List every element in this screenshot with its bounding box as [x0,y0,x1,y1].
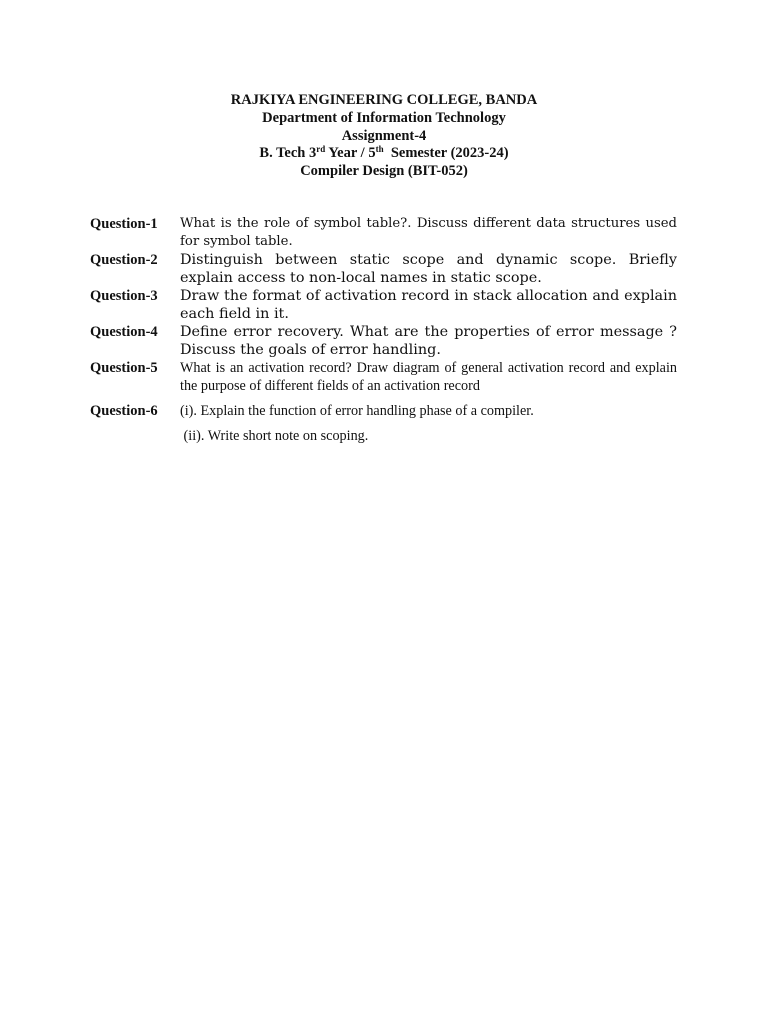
course-suffix: Semester (2023-24) [383,145,509,162]
department-name: Department of Information Technology [262,109,506,126]
course-mid: Year / 5 [325,145,376,162]
subject-name: Compiler Design (BIT-052) [300,163,468,180]
question-label: Question-4 [90,324,158,340]
year-ordinal-suffix: rd [316,144,326,155]
question-label: Question-1 [90,216,158,232]
question-text [180,402,677,445]
course-prefix: B. Tech 3 [259,145,317,162]
question-text: Draw the format of activation record in stack allocation and explain each field in it. [180,288,677,322]
question-text: What is the role of symbol table?. Discuss different data structures used for symbol table. [180,216,677,249]
question-label: Question-3 [90,288,158,304]
semester-ordinal-suffix: th [375,144,384,155]
question-text: Distinguish between static scope and dynamic scope. Briefly explain access to non-local names in static scope. [180,252,677,286]
question-label: Question-6 [90,403,158,419]
assignment-title: Assignment-4 [341,127,427,144]
college-name: RAJKIYA ENGINEERING COLLEGE, BANDA [230,92,538,108]
question-text: What is an activation record? Draw diagram of general activation record and explain the purpose of different fields of an activation record [180,360,677,394]
question-label: Question-5 [90,360,158,376]
document-header [0,92,768,181]
question-label: Question-2 [90,252,158,268]
question-part: (ii). Write short note on scoping. [180,428,369,444]
question-text: Define error recovery. What are the properties of error message ? Discuss the goals of error handling. [180,324,677,358]
question-part: (i). Explain the function of error handling phase of a compiler. [180,403,534,419]
course-line [0,145,768,163]
